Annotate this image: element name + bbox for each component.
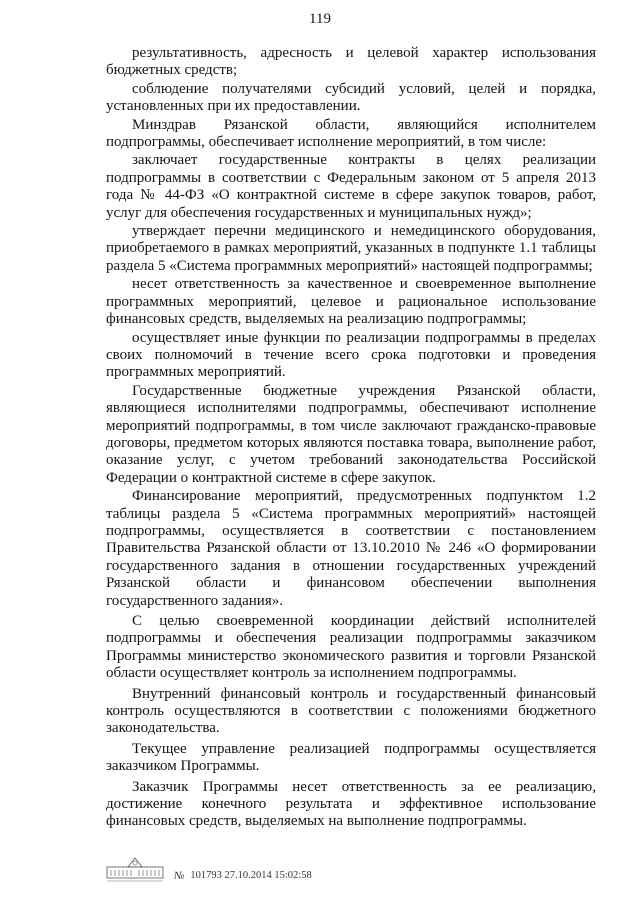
paragraph: результативность, адресность и целевой характер использования бюджетных средств;: [106, 45, 596, 79]
paragraph: Текущее управление реализацией подпрограммы осуществляется заказчиком Программы.: [106, 740, 596, 775]
document-footer: [106, 853, 526, 883]
paragraph: осуществляет иные функции по реализации подпрограммы в пределах своих полномочий в течение всего срока подготовки и проведения программных мероприятий.: [106, 329, 596, 381]
paragraph: Заказчик Программы несет ответственность за ее реализацию, достижение конечного результата и эффективное использование финансовых средств, выделяемых на выполнение подпрограммы.: [106, 778, 596, 830]
registry-seal-icon: [106, 855, 164, 883]
paragraph: соблюдение получателями субсидий условий, целей и порядка, установленных при их предоставлении.: [106, 80, 596, 115]
body-text: [106, 45, 596, 832]
paragraph: утверждает перечни медицинского и немедицинского оборудования, приобретаемого в рамках мероприятий, указанных в подпункте 1.1 таблицы раздела 5 «Система программных мероприятий» настоящей подпрограммы;: [106, 223, 596, 274]
paragraph: несет ответственность за качественное и своевременное выполнение программных мероприятий, целевое и рациональное использование финансовых средств, выделяемых на реализацию подпрограммы;: [106, 276, 596, 328]
number-sign: №: [174, 870, 185, 882]
paragraph: Государственные бюджетные учреждения Рязанской области, являющиеся исполнителями подпрограммы, обеспечивают исполнение мероприятий подпрограммы, в том числе заключают гражданско-правовые договоры, предметом которых являются поставка товара, выполнение работ, оказание услуг, с учетом требований законодательства Российской Федерации о контрактной системе в сфере закупок.: [106, 382, 596, 486]
paragraph: Внутренний финансовый контроль и государственный финансовый контроль осуществляются в соответствии с положениями бюджетного законодательства.: [106, 685, 596, 737]
paragraph: С целью своевременной координации действий исполнителей подпрограммы и обеспечения реализации подпрограммы заказчиком Программы министерство экономического развития и торговли Рязанской области осуществляет контроль за исполнением подпрограммы.: [106, 613, 596, 682]
page-number: 119: [309, 11, 331, 27]
registration-stamp: 101793 27.10.2014 15:02:58: [190, 870, 312, 881]
paragraph: Финансирование мероприятий, предусмотренных подпунктом 1.2 таблицы раздела 5 «Система программных мероприятий» настоящей подпрограммы, осуществляется в соответствии с постановлением Правительства Рязанской области от 13.10.2010 № 246 «О формировании государственного задания в отношении государственных учреждений Рязанской области и финансовом обеспечении выполнения государственного задания».: [106, 488, 596, 609]
paragraph: заключает государственные контракты в целях реализации подпрограммы в соответствии с Федеральным законом от 5 апреля 2013 года № 44-ФЗ «О контрактной системе в сфере закупок товаров, работ, услуг для обеспечения государственных и муниципальных нужд»;: [106, 152, 596, 221]
paragraph: Минздрав Рязанской области, являющийся исполнителем подпрограммы, обеспечивает исполнение мероприятий, в том числе:: [106, 116, 596, 151]
